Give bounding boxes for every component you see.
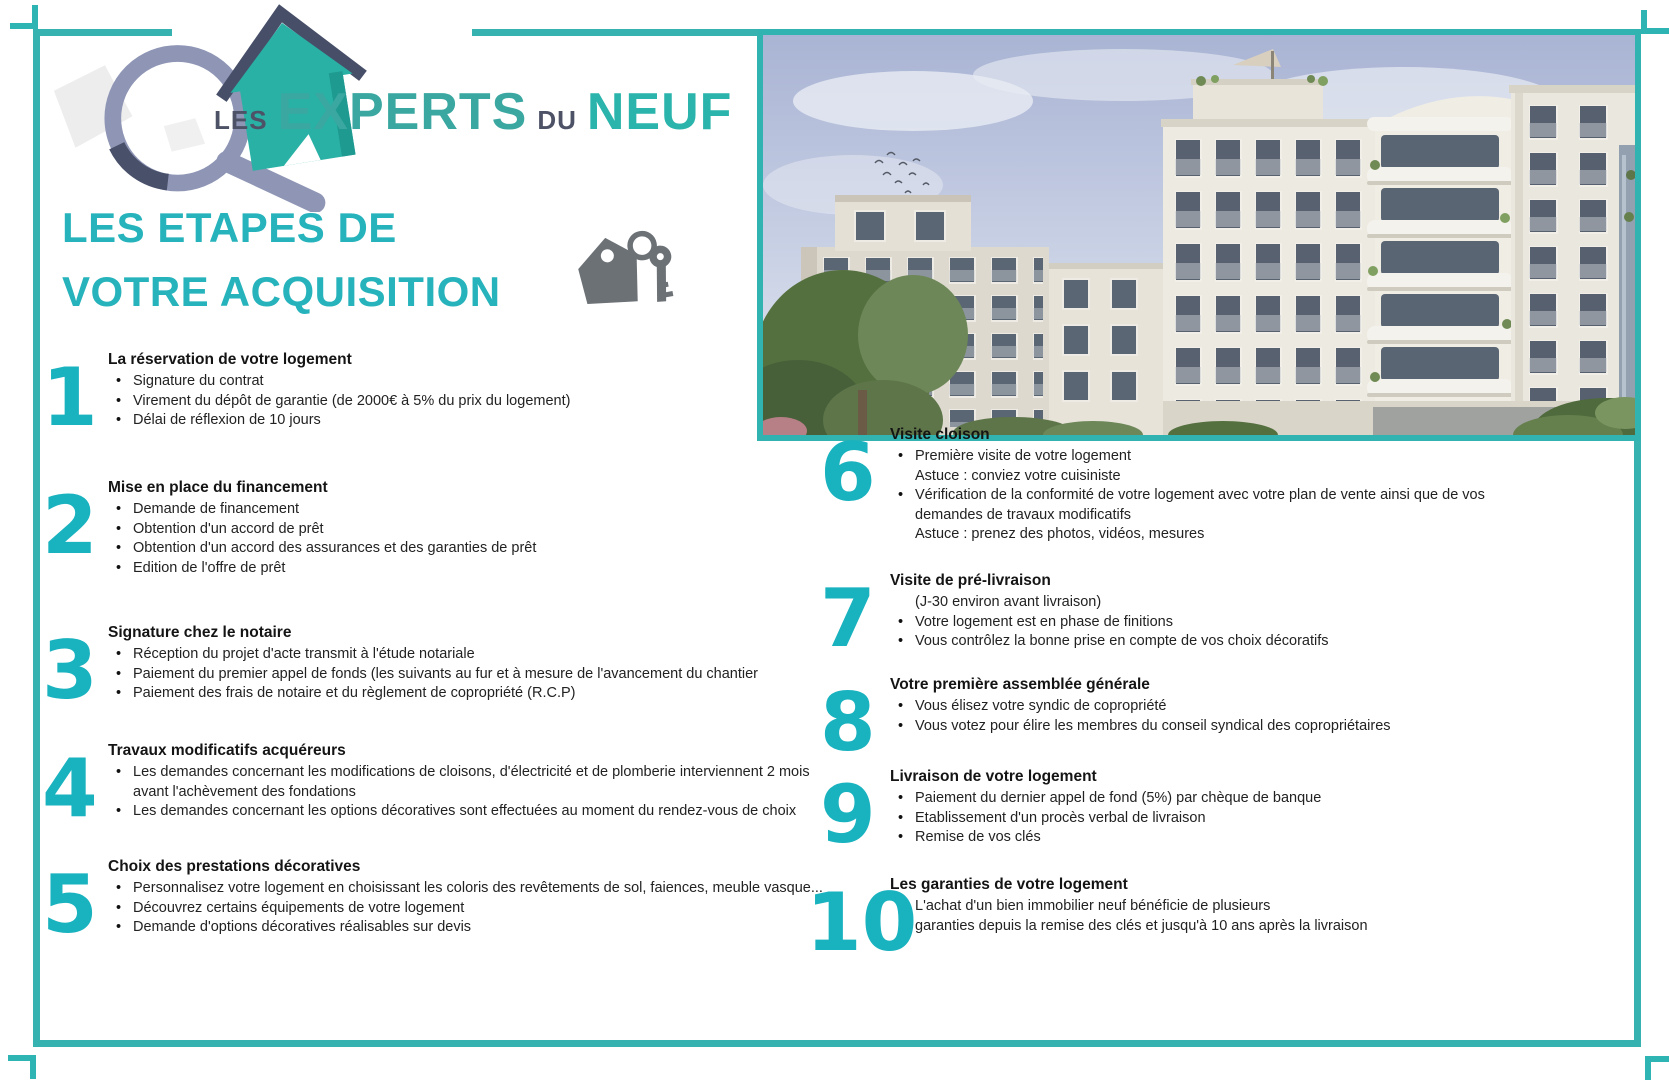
bullet-icon: • xyxy=(116,764,122,780)
bullet-text: Les demandes concernant les options décoratives sont effectuées au moment du rendez-vous de choix xyxy=(133,803,797,819)
step-body xyxy=(890,875,1550,965)
bullet-text: Obtention d'un accord des assurances et des garanties de prêt xyxy=(133,540,537,556)
bullet-icon: • xyxy=(116,899,122,916)
step-bullet-item xyxy=(108,645,834,665)
step-bullet-item xyxy=(108,879,834,899)
step-bullet-item xyxy=(890,697,1550,717)
step-bullet-item xyxy=(890,717,1550,737)
step-7 xyxy=(820,571,1550,665)
step-sub-item: L'achat d'un bien immobilier neuf bénéficie de plusieurs xyxy=(915,898,1271,914)
bullet-text: Demande d'options décoratives réalisables sur devis xyxy=(133,919,472,935)
step-title: Visite de pré-livraison xyxy=(890,572,1051,589)
step-title: Signature chez le notaire xyxy=(108,624,292,641)
step-bullet-item xyxy=(890,828,1550,848)
step-bullet-item xyxy=(108,665,834,685)
step-bullet-item xyxy=(108,802,842,822)
bullet-icon: • xyxy=(116,880,122,896)
step-9 xyxy=(820,767,1550,861)
bullet-text: Paiement du premier appel de fonds (les suivants au fur et à mesure de l'avancement du chantier xyxy=(133,665,759,682)
bullet-text: Virement du dépôt de garantie (de 2000€ à 5% du prix du logement) xyxy=(133,392,571,409)
step-number: 7 xyxy=(820,572,876,665)
bullet-icon: • xyxy=(898,448,904,464)
step-title: Les garanties de votre logement xyxy=(890,876,1128,893)
step-bullet-item xyxy=(108,539,834,559)
step-bullet-item xyxy=(108,559,834,579)
step-sub-item: garanties depuis la remise des clés et jusqu'à 10 ans après la livraison xyxy=(915,917,1368,934)
step-items xyxy=(890,697,1550,736)
step-body xyxy=(108,741,842,831)
bullet-text: Vous élisez votre syndic de copropriété xyxy=(915,698,1167,714)
step-sub-item: Astuce : conviez votre cuisiniste xyxy=(915,467,1121,484)
bullet-icon: • xyxy=(898,487,904,503)
step-items xyxy=(890,789,1550,848)
step-title: Mise en place du financement xyxy=(108,479,328,496)
step-1 xyxy=(42,350,834,444)
step-body xyxy=(890,767,1550,857)
step-4 xyxy=(42,741,842,835)
bullet-icon: • xyxy=(116,803,122,819)
step-items xyxy=(890,897,1550,936)
bullet-text: Edition de l'offre de prêt xyxy=(133,559,286,576)
bullet-icon: • xyxy=(898,613,904,630)
step-title: Choix des prestations décoratives xyxy=(108,858,361,875)
step-bullet-item xyxy=(890,486,1550,525)
bullet-icon: • xyxy=(116,540,122,556)
step-bullet-item xyxy=(108,899,834,919)
step-bullet-item xyxy=(108,411,834,431)
bullet-icon: • xyxy=(116,392,122,409)
page-title xyxy=(62,196,501,324)
bullet-icon: • xyxy=(116,665,122,682)
corner-mark-top-left xyxy=(10,5,38,29)
bullet-text: Délai de réflexion de 10 jours xyxy=(133,412,321,428)
bullet-icon: • xyxy=(116,412,122,428)
bullet-icon: • xyxy=(898,829,904,845)
step-body xyxy=(890,571,1550,661)
bullet-text: Obtention d'un accord de prêt xyxy=(133,520,324,537)
bullet-icon: • xyxy=(116,685,122,701)
step-10 xyxy=(806,875,1550,969)
bullet-text: Vous votez pour élire les membres du conseil syndical des copropriétaires xyxy=(915,717,1391,734)
step-body xyxy=(108,857,834,947)
bullet-icon: • xyxy=(116,373,122,389)
step-items xyxy=(108,645,834,704)
logo-word-neuf: NEUF xyxy=(586,83,733,141)
bullet-text: Personnalisez votre logement en choisissant les coloris des revêtements de sol, faiences, meuble vasque... xyxy=(133,880,823,896)
step-bullet-item xyxy=(108,763,842,802)
step-items xyxy=(108,763,842,822)
step-6 xyxy=(820,425,1550,545)
step-title: La réservation de votre logement xyxy=(108,351,352,368)
step-3 xyxy=(42,623,834,717)
step-items xyxy=(108,372,834,431)
bullet-text: Votre logement est en phase de finitions xyxy=(915,613,1173,630)
step-number: 5 xyxy=(42,858,98,951)
bullet-text: Remise de vos clés xyxy=(915,829,1041,845)
bullet-text: Signature du contrat xyxy=(133,373,264,389)
step-items xyxy=(890,447,1550,545)
bullet-icon: • xyxy=(116,646,122,662)
step-items xyxy=(890,593,1550,652)
step-8 xyxy=(820,675,1550,769)
logo-word-experts: EXPERTS xyxy=(277,83,528,141)
step-items xyxy=(108,879,834,938)
step-title: Livraison de votre logement xyxy=(890,768,1097,785)
step-bullet-item xyxy=(108,684,834,704)
step-bullet-item xyxy=(890,789,1550,809)
bullet-icon: • xyxy=(116,501,122,517)
step-title: Votre première assemblée générale xyxy=(890,676,1150,693)
logo-word-les: LES xyxy=(214,105,268,135)
step-5 xyxy=(42,857,834,951)
step-bullet-item xyxy=(890,447,1550,467)
step-number: 1 xyxy=(42,351,98,444)
step-body xyxy=(108,350,834,440)
bullet-icon: • xyxy=(116,559,122,576)
step-number: 2 xyxy=(42,479,98,572)
step-number: 10 xyxy=(806,876,918,969)
bullet-icon: • xyxy=(116,919,122,935)
bullet-icon: • xyxy=(898,717,904,734)
page-title-line2: VOTRE ACQUISITION xyxy=(62,268,501,315)
bullet-text: Paiement du dernier appel de fond (5%) par chèque de banque xyxy=(915,790,1322,806)
corner-mark-bottom-right xyxy=(1645,1056,1669,1080)
step-items xyxy=(108,500,834,578)
keys-with-house-keychain-icon xyxy=(553,220,685,322)
bullet-text: Les demandes concernant les modifications de cloisons, d'électricité et de plomberie interviennent 2 mois avant l'achèvement des fondations xyxy=(133,764,810,800)
step-bullet-item xyxy=(890,632,1550,652)
step-title: Travaux modificatifs acquéreurs xyxy=(108,742,346,759)
bullet-text: Vérification de la conformité de votre logement avec votre plan de vente ainsi que de vos demandes de travaux modificatifs xyxy=(915,487,1485,523)
bullet-text: Vous contrôlez la bonne prise en compte de vos choix décoratifs xyxy=(915,633,1329,649)
bullet-icon: • xyxy=(116,520,122,537)
corner-mark-top-right xyxy=(1641,10,1669,34)
step-bullet-item xyxy=(108,372,834,392)
building-photo xyxy=(757,29,1641,441)
step-number: 9 xyxy=(820,768,876,861)
bullet-text: Demande de financement xyxy=(133,501,300,517)
bullet-text: Etablissement d'un procès verbal de livraison xyxy=(915,809,1206,826)
step-2 xyxy=(42,478,834,578)
step-bullet-item xyxy=(890,809,1550,829)
logo-word-du: DU xyxy=(537,105,577,135)
step-title: Visite cloison xyxy=(890,426,990,443)
step-number: 4 xyxy=(42,742,98,835)
step-body xyxy=(890,675,1550,765)
step-bullet-item xyxy=(108,520,834,540)
bullet-text: Paiement des frais de notaire et du règlement de copropriété (R.C.P) xyxy=(133,685,576,701)
bullet-text: Découvrez certains équipements de votre logement xyxy=(133,899,465,916)
bullet-icon: • xyxy=(898,809,904,826)
step-body xyxy=(108,478,834,578)
bullet-icon: • xyxy=(898,790,904,806)
step-bullet-item xyxy=(108,500,834,520)
step-number: 3 xyxy=(42,624,98,717)
logo-wordmark xyxy=(214,82,732,142)
step-bullet-item xyxy=(108,392,834,412)
bullet-icon: • xyxy=(898,698,904,714)
step-body xyxy=(890,425,1550,545)
corner-mark-bottom-left xyxy=(8,1055,36,1079)
bullet-text: Première visite de votre logement xyxy=(915,448,1131,464)
step-body xyxy=(108,623,834,713)
step-sub-item: Astuce : prenez des photos, vidéos, mesures xyxy=(915,526,1205,542)
step-number: 6 xyxy=(820,426,876,519)
step-number: 8 xyxy=(820,676,876,769)
step-bullet-item xyxy=(108,918,834,938)
step-bullet-item xyxy=(890,613,1550,633)
step-sub-item: (J-30 environ avant livraison) xyxy=(915,594,1102,610)
page-title-line1: LES ETAPES DE xyxy=(62,204,397,251)
bullet-icon: • xyxy=(898,633,904,649)
bullet-text: Réception du projet d'acte transmit à l'étude notariale xyxy=(133,646,475,662)
